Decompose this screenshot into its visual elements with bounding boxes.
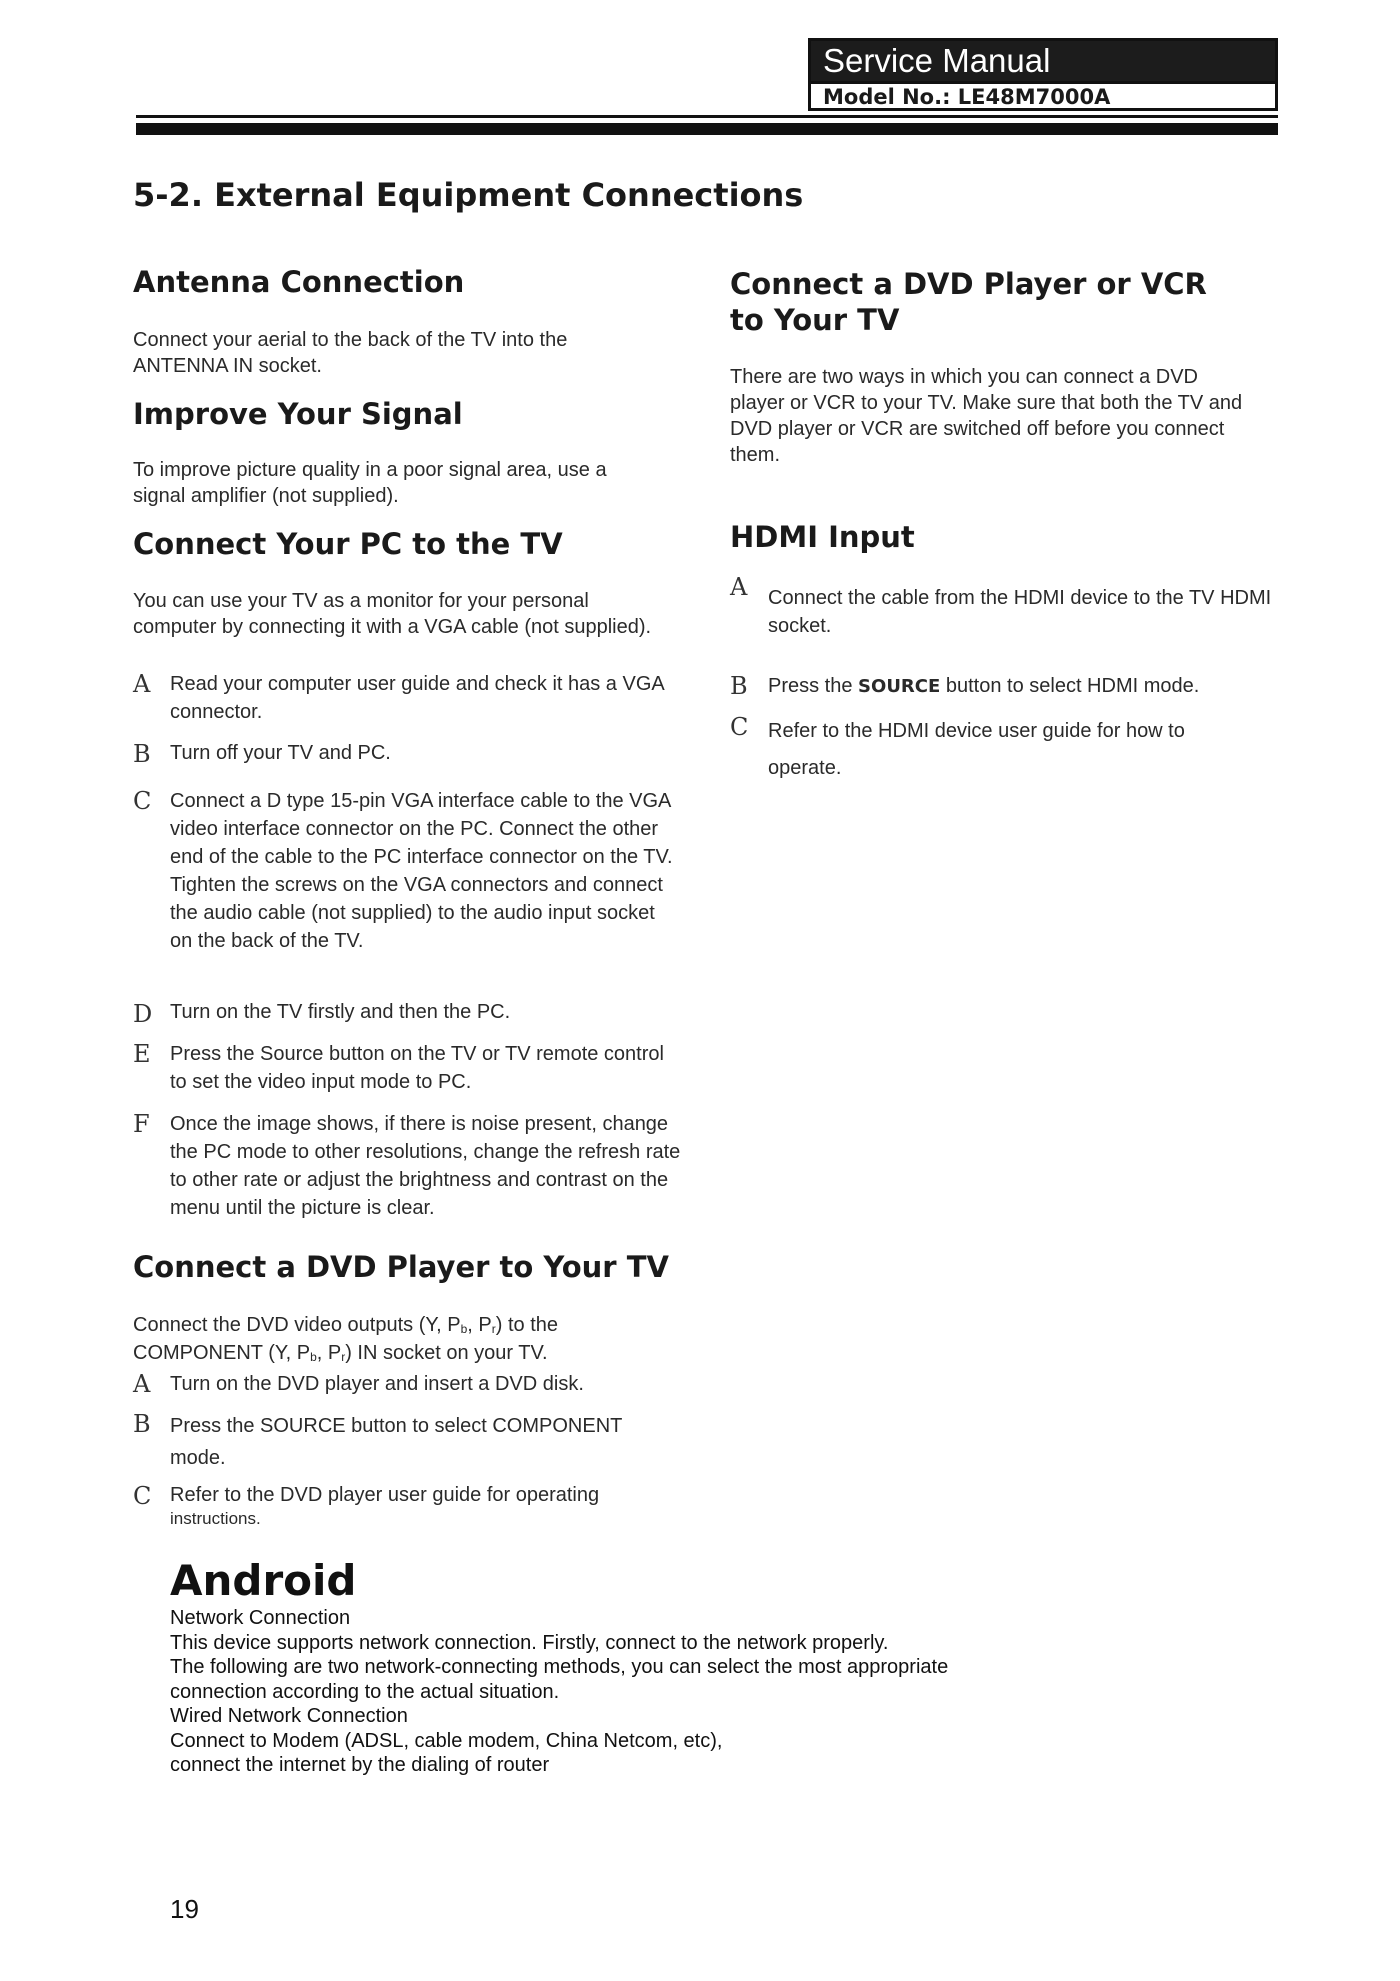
dvd-heading: Connect a DVD Player to Your TV — [133, 1250, 669, 1284]
android-line: Network Connection — [170, 1607, 351, 1629]
pc-step-letter: E — [133, 1040, 151, 1068]
android-line: Connect to Modem (ADSL, cable modem, China Netcom, etc), — [170, 1730, 723, 1752]
android-line: connection according to the actual situation. — [170, 1681, 560, 1703]
page-number: 19 — [170, 1894, 199, 1924]
antenna-heading: Antenna Connection — [133, 265, 465, 299]
hdmi-step-text: Connect the cable from the HDMI device to the TV HDMI socket. — [768, 587, 1272, 637]
hdmi-step-text: Press the SOURCE button to select HDMI mode. — [768, 675, 1200, 697]
hdmi-step-text: Refer to the HDMI device user guide for how to operate. — [768, 720, 1185, 779]
header-box — [808, 38, 1278, 111]
dvd-step-text: Refer to the DVD player user guide for operating — [170, 1484, 600, 1506]
pc-step-letter: C — [133, 787, 152, 815]
header-rule-thick — [136, 123, 1278, 135]
android-title: Android — [170, 1556, 357, 1605]
header-title: Service Manual — [811, 41, 1275, 81]
dvd-vcr-heading: Connect a DVD Player or VCR to Your TV — [730, 267, 1207, 337]
dvd-step-text: Turn on the DVD player and insert a DVD disk. — [170, 1373, 584, 1395]
header-model-number: Model No.: LE48M7000A — [811, 81, 1275, 109]
android-line: The following are two network-connecting methods, you can select the most appropriate — [170, 1656, 949, 1678]
signal-body: To improve picture quality in a poor signal area, use a signal amplifier (not supplied). — [133, 459, 607, 507]
dvd-body: Connect the DVD video outputs (Y, $P_b$, $P_r$) to the COMPONENT (Y, $P_b$, $P_r$) IN socket on your TV. — [133, 1314, 559, 1364]
dvd-step-letter: A — [133, 1370, 151, 1398]
pc-step-letter: D — [133, 1000, 153, 1028]
hdmi-step-letter: C — [730, 713, 749, 741]
pc-step-text: Connect a D type 15-pin VGA interface cable to the VGA video interface connector on the PC. Connect the other end of the cable to the PC interface connector on the TV. Tighten the screws on the VGA connectors and connect the audio cable (not supplied) to the audio input socket on the back of the TV. — [170, 790, 673, 952]
dvd-step-letter: B — [133, 1410, 151, 1438]
hdmi-step-letter: B — [730, 672, 748, 700]
pc-heading: Connect Your PC to the TV — [133, 527, 563, 561]
hdmi-step-letter: A — [730, 573, 748, 601]
dvd-step-letter: C — [133, 1482, 152, 1510]
dvd-step-text-small: instructions. — [170, 1509, 261, 1528]
pc-step-letter: A — [133, 670, 151, 698]
antenna-body: Connect your aerial to the back of the TV into the ANTENNA IN socket. — [133, 329, 568, 377]
section-title: 5-2. External Equipment Connections — [133, 176, 804, 214]
dvd-step-text: Press the SOURCE button to select COMPONENT mode. — [170, 1415, 623, 1469]
pc-step-text: Turn on the TV firstly and then the PC. — [170, 1001, 511, 1023]
pc-step-text: Press the Source button on the TV or TV remote control to set the video input mode to PC. — [170, 1043, 664, 1093]
android-line: connect the internet by the dialing of router — [170, 1754, 550, 1776]
android-line: This device supports network connection. Firstly, connect to the network properly. — [170, 1632, 889, 1654]
pc-step-text: Turn off your TV and PC. — [170, 742, 391, 764]
android-line: Wired Network Connection — [170, 1705, 408, 1727]
hdmi-heading: HDMI Input — [730, 520, 915, 554]
pc-body: You can use your TV as a monitor for your personal computer by connecting it with a VGA cable (not supplied). — [133, 590, 652, 638]
pc-step-letter: F — [133, 1110, 150, 1138]
pc-step-text: Once the image shows, if there is noise present, change the PC mode to other resolutions, change the refresh rate to other rate or adjust the brightness and contrast on the menu until the picture is clear. — [170, 1113, 681, 1219]
pc-step-text: Read your computer user guide and check it has a VGA connector. — [170, 673, 664, 723]
header-rule-thin — [136, 115, 1278, 118]
dvd-vcr-body: There are two ways in which you can connect a DVD player or VCR to your TV. Make sure that both the TV and DVD player or VCR are switched off before you connect them. — [730, 366, 1243, 466]
pc-step-letter: B — [133, 740, 151, 768]
signal-heading: Improve Your Signal — [133, 397, 463, 431]
